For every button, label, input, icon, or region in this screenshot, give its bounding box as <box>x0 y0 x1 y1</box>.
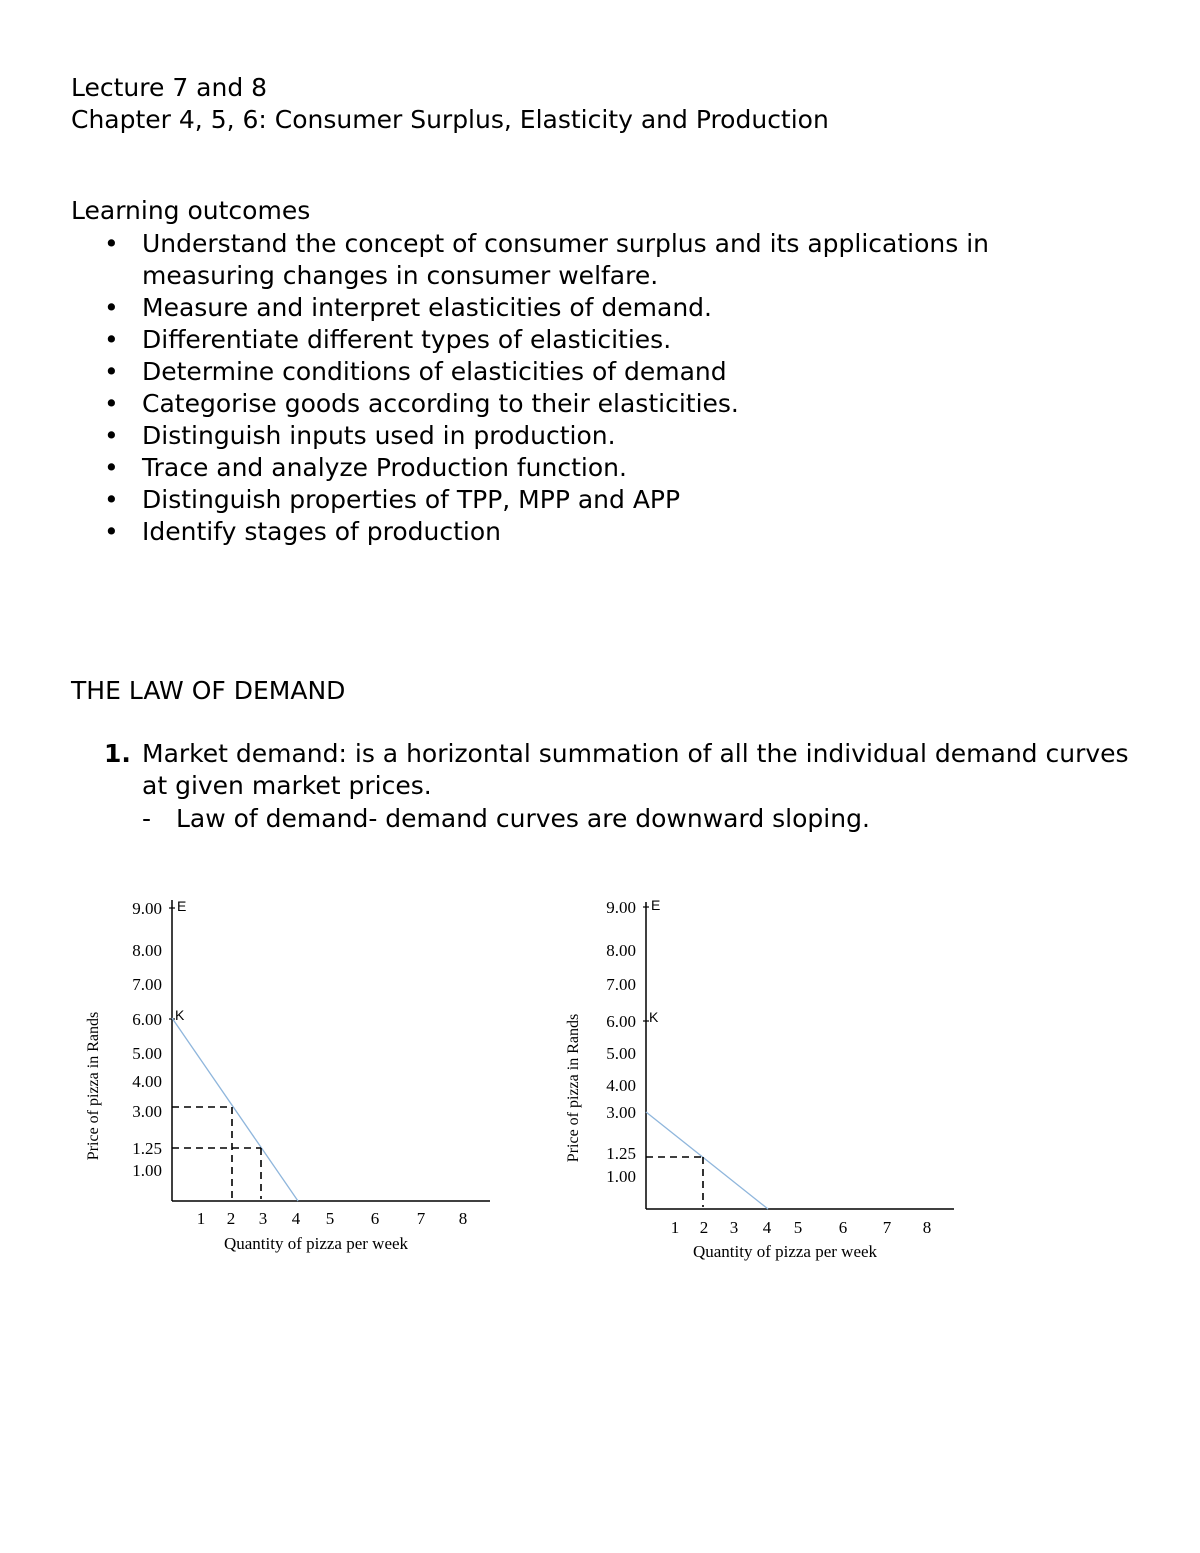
point-label-k: K <box>649 1009 659 1025</box>
point-label-e: E <box>177 898 187 914</box>
y-tick-label: 5.00 <box>606 1044 636 1063</box>
y-axis-label: Price of pizza in Rands <box>565 1013 582 1163</box>
list-item: • Measure and interpret elasticities of demand. <box>0 292 1102 324</box>
x-tick-label: 4 <box>762 1218 772 1237</box>
market-demand-point <box>104 738 1154 802</box>
y-tick-label: 1.25 <box>606 1144 636 1163</box>
x-tick-label: 7 <box>882 1218 892 1237</box>
demand-curve <box>646 1112 768 1209</box>
point-label-k: K <box>175 1007 185 1023</box>
x-tick-label: 2 <box>226 1209 236 1228</box>
y-tick-label: 9.00 <box>606 898 636 917</box>
y-tick-label: 1.25 <box>132 1139 162 1158</box>
y-tick-label: 4.00 <box>606 1076 636 1095</box>
y-tick-label: 8.00 <box>606 941 636 960</box>
x-tick-label: 6 <box>370 1209 380 1228</box>
x-tick-label: 8 <box>458 1209 468 1228</box>
x-axis-label: Quantity of pizza per week <box>223 1234 409 1253</box>
y-tick-label: 1.00 <box>606 1167 636 1186</box>
x-tick-label: 5 <box>325 1209 335 1228</box>
list-item: • Understand the concept of consumer surplus and its applications in measuring changes in consumer welfare. <box>0 228 1102 292</box>
list-item: • Identify stages of production <box>0 516 1102 548</box>
y-axis-label: Price of pizza in Rands <box>85 1011 102 1161</box>
list-item: • Distinguish inputs used in production. <box>0 420 1102 452</box>
learning-outcomes-heading: Learning outcomes <box>71 196 311 225</box>
x-axis-label: Quantity of pizza per week <box>692 1242 878 1261</box>
x-tick-label: 8 <box>922 1218 932 1237</box>
y-tick-label: 7.00 <box>606 975 636 994</box>
list-item: • Categorise goods according to their elasticities. <box>0 388 1102 420</box>
y-tick-label: 8.00 <box>132 941 162 960</box>
chapter-subtitle: Chapter 4, 5, 6: Consumer Surplus, Elasticity and Production <box>71 105 829 134</box>
point-number: 1. <box>104 739 131 768</box>
x-tick-label: 1 <box>196 1209 206 1228</box>
list-item: • Trace and analyze Production function. <box>0 452 1102 484</box>
x-tick-label: 4 <box>291 1209 301 1228</box>
y-tick-label: 4.00 <box>132 1072 162 1091</box>
y-tick-label: 9.00 <box>132 899 162 918</box>
point-label-e: E <box>651 897 661 913</box>
list-item: • Determine conditions of elasticities of demand <box>0 356 1102 388</box>
y-tick-label: 6.00 <box>132 1010 162 1029</box>
learning-outcomes-list <box>0 228 1200 548</box>
x-tick-label: 3 <box>258 1209 268 1228</box>
x-tick-label: 5 <box>793 1218 803 1237</box>
x-tick-label: 6 <box>838 1218 848 1237</box>
lecture-title: Lecture 7 and 8 <box>71 73 268 102</box>
point-text: Market demand: is a horizontal summation of all the individual demand curves at given market prices. <box>142 739 1129 800</box>
x-tick-label: 7 <box>416 1209 426 1228</box>
y-tick-label: 3.00 <box>606 1103 636 1122</box>
law-of-demand-subpoint <box>142 803 870 835</box>
y-tick-label: 3.00 <box>132 1102 162 1121</box>
x-tick-label: 3 <box>729 1218 739 1237</box>
x-tick-label: 2 <box>699 1218 709 1237</box>
y-tick-label: 6.00 <box>606 1012 636 1031</box>
sub-text: Law of demand- demand curves are downward sloping. <box>176 804 870 833</box>
demand-chart-1 <box>80 890 500 1260</box>
list-item: • Differentiate different types of elasticities. <box>0 324 1102 356</box>
y-tick-label: 7.00 <box>132 975 162 994</box>
law-of-demand-heading: THE LAW OF DEMAND <box>71 676 346 705</box>
x-tick-label: 1 <box>670 1218 680 1237</box>
list-item: • Distinguish properties of TPP, MPP and APP <box>0 484 1102 516</box>
y-tick-label: 5.00 <box>132 1044 162 1063</box>
demand-chart-2 <box>556 890 976 1270</box>
demand-curve <box>172 1018 298 1201</box>
y-tick-label: 1.00 <box>132 1161 162 1180</box>
sub-dash: - <box>142 804 152 833</box>
